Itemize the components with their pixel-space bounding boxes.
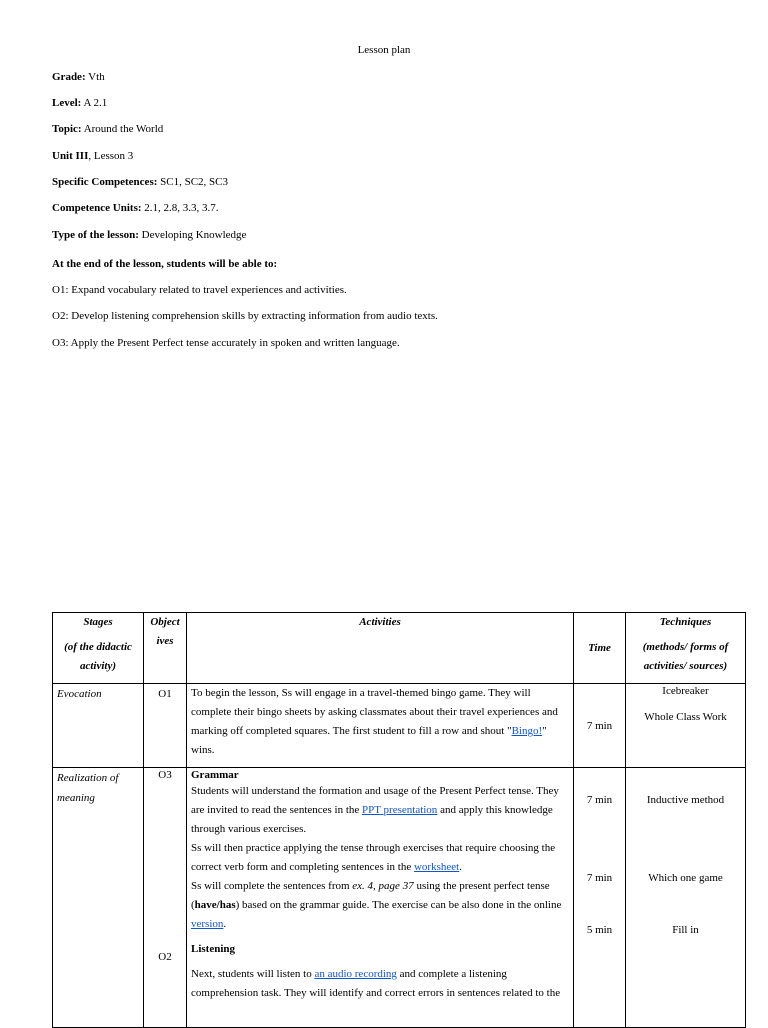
topic-label: Topic: <box>52 123 82 135</box>
grammar-text-3a: Ss will complete the sentences from <box>191 880 353 892</box>
stage-realization: Realization of meaning <box>53 768 144 1028</box>
grammar-text-1b: and apply this knowledge through various exercises. <box>191 804 553 835</box>
header-stages-line-2: (of the didactic <box>64 641 132 653</box>
level-value: A 2.1 <box>81 97 108 109</box>
realization-row <box>53 768 746 1028</box>
evocation-row <box>53 684 746 768</box>
header-stages-line-1: Stages <box>83 616 113 628</box>
listening-text-1b: and complete a listening comprehension task. They will identify and correct errors in sentences related to the <box>191 968 561 999</box>
header-techniques-line-2: (methods/ forms of <box>642 641 729 653</box>
time-realization <box>574 768 626 1028</box>
table-header-row <box>53 613 746 684</box>
activity-evocation-text-1: To begin the lesson, Ss will engage in a travel-themed bingo game. They will complete their bingo sheets by asking classmates about their travel experiences and marking off completed squares. The first student to fill a row and shout " <box>191 687 558 737</box>
objective-o1: O1: Expand vocabulary related to travel experiences and activities. <box>52 284 347 296</box>
topic-line <box>52 122 163 136</box>
header-objectives <box>144 613 187 684</box>
online-version-link[interactable]: version <box>191 918 224 930</box>
exercise-reference: ex. 4, page 37 <box>352 880 414 892</box>
grammar-text-3b: using the present perfect tense ( <box>191 880 550 911</box>
lesson-type-line <box>52 228 246 242</box>
listening-heading: Listening <box>191 943 236 955</box>
activity-realization <box>187 768 574 1028</box>
objective-realization <box>144 768 187 1028</box>
objectives-heading: At the end of the lesson, students will be able to: <box>52 258 278 270</box>
header-objectives-line-2: ives <box>156 635 174 647</box>
page-title: Lesson plan <box>357 44 411 56</box>
technique-evocation <box>626 684 746 768</box>
objective-realization-o2: O2 <box>158 951 172 963</box>
header-objectives-line-1: Object <box>150 616 180 628</box>
technique-evocation-1: Icebreaker <box>662 685 709 697</box>
level-label: Level: <box>52 97 82 109</box>
lesson-type-label: Type of the lesson: <box>52 229 139 241</box>
listening-text-1a: Next, students will listen to <box>191 968 315 980</box>
time-realization-2: 7 min <box>586 872 613 884</box>
unit-line <box>52 149 133 163</box>
grade-label: Grade: <box>52 71 86 83</box>
header-techniques-line-3: activities/ sources) <box>643 660 728 672</box>
competence-units-line <box>52 201 219 215</box>
header-techniques-line-1: Techniques <box>659 616 712 628</box>
grade-value: Vth <box>85 71 105 83</box>
stage-evocation: Evocation <box>53 684 144 768</box>
grammar-paragraph-3 <box>191 877 569 934</box>
header-stages-line-3: activity) <box>79 660 117 672</box>
have-has-text: have/has <box>194 899 236 911</box>
competences-label: Specific Competences: <box>52 176 158 188</box>
unit-value: , Lesson 3 <box>88 150 134 162</box>
time-realization-3: 5 min <box>586 924 613 936</box>
ppt-presentation-link[interactable]: PPT presentation <box>362 804 438 816</box>
grammar-paragraph-2 <box>191 839 569 877</box>
level-line <box>52 96 107 110</box>
grammar-text-3d: . <box>223 918 227 930</box>
competences-value: SC1, SC2, SC3 <box>157 176 229 188</box>
time-realization-1: 7 min <box>586 794 613 806</box>
competences-line <box>52 175 228 189</box>
competence-units-value: 2.1, 2.8, 3.3, 3.7. <box>141 202 219 214</box>
grammar-heading: Grammar <box>191 769 239 781</box>
lesson-type-value: Developing Knowledge <box>138 229 247 241</box>
unit-label: Unit III <box>52 150 89 162</box>
competence-units-label: Competence Units: <box>52 202 142 214</box>
header-stages <box>53 613 144 684</box>
bingo-link[interactable]: Bingo! <box>511 725 543 737</box>
technique-realization-2: Which one game <box>648 872 723 884</box>
objective-o3: O3: Apply the Present Perfect tense accurately in spoken and written language. <box>52 337 400 349</box>
header-techniques <box>626 613 746 684</box>
audio-recording-link[interactable]: an audio recording <box>314 968 397 980</box>
grammar-text-3c: ) based on the grammar guide. The exercise can be also done in the online <box>235 899 562 911</box>
objective-o2: O2: Develop listening comprehension skills by extracting information from audio texts. <box>52 310 438 322</box>
grammar-text-1a: Students will understand the formation and usage of the Present Perfect tense. They are invited to read the sentences in the <box>191 785 559 816</box>
grammar-text-2b: . <box>459 861 462 873</box>
listening-paragraph-1 <box>191 965 569 1003</box>
header-time: Time <box>574 613 626 684</box>
activity-evocation <box>187 684 574 768</box>
grammar-paragraph-1 <box>191 782 569 839</box>
technique-realization-3: Fill in <box>672 924 699 936</box>
grammar-text-2a: Ss will then practice applying the tense through exercises that require choosing the correct verb form and completing sentences in the <box>191 842 556 873</box>
lesson-plan-table <box>52 612 746 1028</box>
objective-realization-o3: O3 <box>158 769 172 781</box>
technique-realization <box>626 768 746 1028</box>
grade-line <box>52 70 105 84</box>
activity-evocation-text-2: " wins. <box>191 725 547 756</box>
time-evocation: 7 min <box>574 684 626 768</box>
technique-evocation-2: Whole Class Work <box>644 711 727 723</box>
header-activities: Activities <box>187 613 574 684</box>
objective-evocation: O1 <box>144 684 187 768</box>
technique-realization-1: Inductive method <box>646 794 725 806</box>
topic-value: Around the World <box>81 123 164 135</box>
worksheet-link[interactable]: worksheet <box>413 861 460 873</box>
